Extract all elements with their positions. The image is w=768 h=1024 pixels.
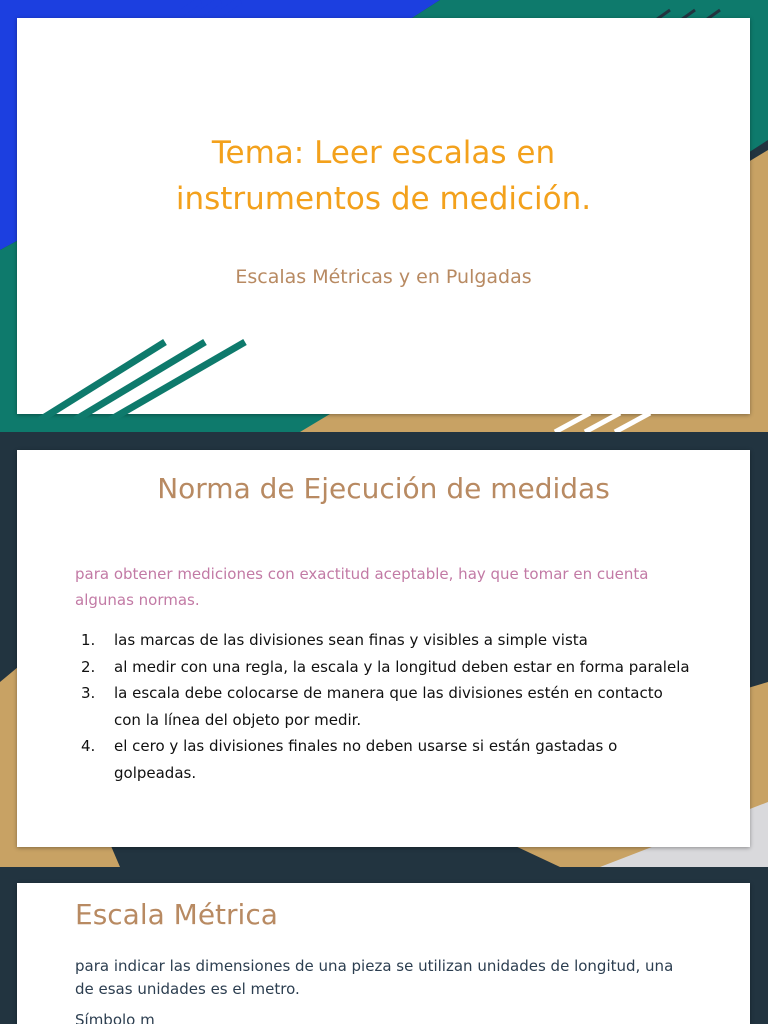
norms-list: [75, 627, 690, 786]
slide-2-title: Norma de Ejecución de medidas: [157, 472, 610, 505]
list-text: al medir con una regla, la escala y la longitud deben estar en forma paralela: [114, 657, 690, 676]
list-item: [75, 733, 690, 786]
list-number: 2.: [81, 657, 96, 676]
title-slide-card: [17, 18, 750, 414]
slide-1: [0, 0, 768, 432]
slide-3-title: Escala Métrica: [75, 898, 278, 931]
list-number: 4.: [81, 737, 96, 755]
slide-3-body: para indicar las dimensiones de una pieza se utilizan unidades de longitud, una de esas unidades es el metro.: [75, 957, 674, 998]
list-text: la escala debe colocarse de manera que las divisiones estén en contacto con la línea del objeto por medir.: [114, 684, 663, 729]
slide-2-intro: para obtener mediciones con exactitud aceptable, hay que tomar en cuenta algunas normas.: [75, 565, 649, 609]
title-line-2: instrumentos de medición.: [175, 181, 592, 217]
list-text: las marcas de las divisiones sean finas y visibles a simple vista: [114, 631, 588, 649]
slide-3-symbol-line: Símbolo m: [75, 1011, 155, 1024]
list-number: 1.: [81, 631, 96, 649]
slide-1-title: [17, 130, 750, 222]
list-item: [75, 654, 690, 681]
list-item: [75, 627, 690, 654]
list-text: el cero y las divisiones finales no deben usarse si están gastadas o golpeadas.: [114, 737, 618, 782]
slide-3: [0, 867, 768, 1024]
list-number: 3.: [81, 684, 96, 702]
norms-slide-card: [17, 450, 750, 847]
slide-2: [0, 432, 768, 867]
title-line-1: Tema: Leer escalas en: [211, 135, 556, 171]
list-item: [75, 680, 690, 733]
metric-scale-slide-card: [17, 883, 750, 1024]
slide-1-subtitle: Escalas Métricas y en Pulgadas: [235, 266, 532, 288]
